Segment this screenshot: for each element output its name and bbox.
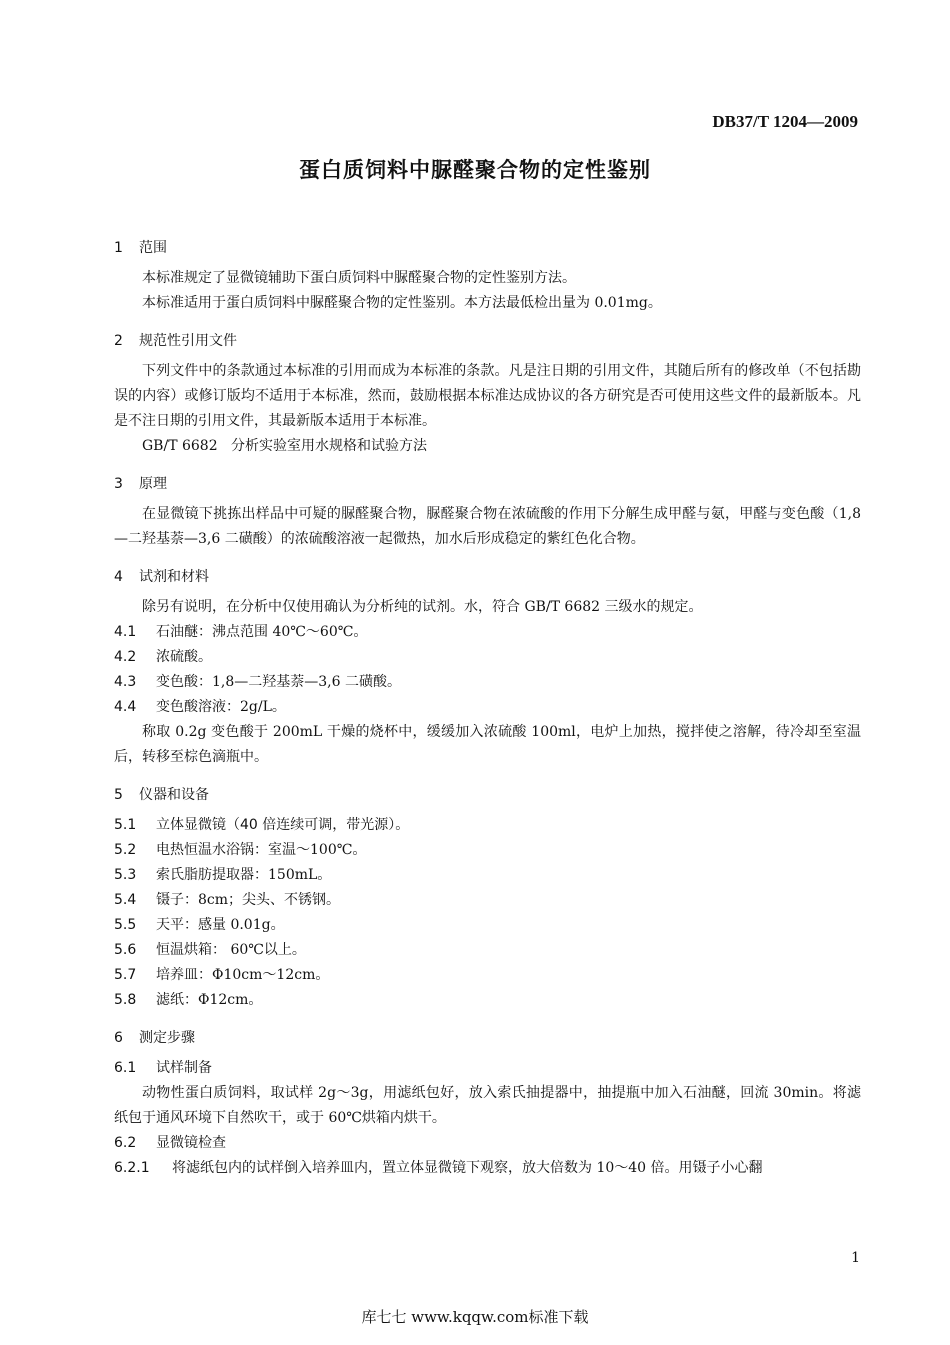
item-number: 6.2 xyxy=(114,1135,137,1151)
item-label: 电热恒温水浴锅： xyxy=(156,842,268,858)
item-number: 5.4 xyxy=(114,892,137,908)
item-label: 索氏脂肪提取器： xyxy=(156,867,268,883)
paragraph: 本标准规定了显微镜辅助下蛋白质饲料中脲醛聚合物的定性鉴别方法。 xyxy=(142,270,576,286)
item-text: 室温～100℃。 xyxy=(268,842,367,858)
footer-watermark: 库七七 www.kqqw.com标准下载 xyxy=(361,1308,589,1326)
item-label: 培养皿： xyxy=(156,967,212,983)
list-item xyxy=(114,813,861,838)
section-4-heading xyxy=(114,565,861,590)
paragraph: 下列文件中的条款通过本标准的引用而成为本标准的条款。凡是注日期的引用文件，其随后所有的修改单（不包括勘误的内容）或修订版均不适用于本标准，然而，鼓励根据本标准达成协议的各方研究是否可使用这些文件的最新版本。凡是不注日期的引用文件，其最新版本适用于本标准。 xyxy=(114,363,861,429)
item-number: 6.1 xyxy=(114,1060,137,1076)
item-text: 1,8—二羟基萘—3,6 二磺酸。 xyxy=(212,674,401,690)
list-item xyxy=(114,645,861,670)
item-number: 5.2 xyxy=(114,842,137,858)
paragraph: 称取 0.2g 变色酸于 200mL 干燥的烧杯中，缓缓加入浓硫酸 100ml，电炉上加热，搅拌使之溶解，待冷却至室温后，转移至棕色滴瓶中。 xyxy=(114,724,861,765)
item-label: 镊子： xyxy=(156,892,198,908)
subsection-heading xyxy=(114,1056,861,1081)
item-number: 5.8 xyxy=(114,992,137,1008)
section-number: 4 xyxy=(114,569,123,585)
section-title: 范围 xyxy=(139,240,167,256)
section-title: 规范性引用文件 xyxy=(139,333,237,349)
item-number: 5.5 xyxy=(114,917,137,933)
item-number: 5.6 xyxy=(114,942,137,958)
item-label: 恒温烘箱： xyxy=(156,942,226,958)
item-number: 4.4 xyxy=(114,699,137,715)
section-number: 5 xyxy=(114,787,123,803)
item-label: 立体显微镜（40 倍连续可调，带光源）。 xyxy=(156,817,410,833)
item-text: 150mL。 xyxy=(268,867,332,883)
item-text: 将滤纸包内的试样倒入培养皿内，置立体显微镜下观察，放大倍数为 10～40 倍。用镊子小心翻 xyxy=(172,1160,763,1176)
normative-reference: GB/T 6682 分析实验室用水规格和试验方法 xyxy=(142,438,427,454)
list-item xyxy=(114,988,861,1013)
item-number: 4.1 xyxy=(114,624,137,640)
list-item xyxy=(114,695,861,720)
item-text: 感量 0.01g。 xyxy=(198,917,285,933)
section-number: 3 xyxy=(114,476,123,492)
section-title: 试剂和材料 xyxy=(139,569,209,585)
item-number: 5.1 xyxy=(114,817,137,833)
item-label: 显微镜检查 xyxy=(156,1135,226,1151)
list-item xyxy=(114,863,861,888)
item-label: 变色酸： xyxy=(156,674,212,690)
subsection-heading xyxy=(114,1131,861,1156)
section-6-heading xyxy=(114,1026,861,1051)
item-label: 石油醚： xyxy=(156,624,212,640)
section-title: 原理 xyxy=(139,476,167,492)
item-text: 沸点范围 40℃～60℃。 xyxy=(212,624,368,640)
item-label: 变色酸溶液： xyxy=(156,699,240,715)
page-number: 1 xyxy=(851,1250,860,1266)
section-2-heading xyxy=(114,329,861,354)
section-number: 6 xyxy=(114,1030,123,1046)
item-text: Φ12cm。 xyxy=(198,992,263,1008)
section-title: 测定步骤 xyxy=(139,1030,195,1046)
section-number: 2 xyxy=(114,333,123,349)
paragraph: 在显微镜下挑拣出样品中可疑的脲醛聚合物，脲醛聚合物在浓硫酸的作用下分解生成甲醛与氨，甲醛与变色酸（1,8—二羟基萘—3,6 二磺酸）的浓硫酸溶液一起微热，加水后形成稳定的紫红色化合物。 xyxy=(114,506,861,547)
section-title: 仪器和设备 xyxy=(139,787,209,803)
list-item xyxy=(114,1156,861,1181)
list-item xyxy=(114,620,861,645)
section-number: 1 xyxy=(114,240,123,256)
item-text: 8cm；尖头、不锈钢。 xyxy=(198,892,341,908)
item-number: 4.3 xyxy=(114,674,137,690)
section-1-heading xyxy=(114,236,861,261)
item-number: 4.2 xyxy=(114,649,137,665)
item-text: 60℃以上。 xyxy=(226,942,306,958)
paragraph: 本标准适用于蛋白质饲料中脲醛聚合物的定性鉴别。本方法最低检出量为 0.01mg。 xyxy=(142,295,662,311)
standard-code: DB37/T 1204—2009 xyxy=(712,112,858,131)
list-item xyxy=(114,963,861,988)
list-item xyxy=(114,838,861,863)
list-item xyxy=(114,888,861,913)
paragraph: 动物性蛋白质饲料，取试样 2g～3g，用滤纸包好，放入索氏抽提器中，抽提瓶中加入石油醚，回流 30min。将滤纸包于通风环境下自然吹干，或于 60℃烘箱内烘干。 xyxy=(114,1085,861,1126)
section-3-heading xyxy=(114,472,861,497)
item-label: 滤纸： xyxy=(156,992,198,1008)
list-item xyxy=(114,670,861,695)
item-text: Φ10cm～12cm。 xyxy=(212,967,330,983)
paragraph: 除另有说明，在分析中仅使用确认为分析纯的试剂。水，符合 GB/T 6682 三级水的规定。 xyxy=(142,599,703,615)
item-label: 天平： xyxy=(156,917,198,933)
item-number: 5.7 xyxy=(114,967,137,983)
item-label: 浓硫酸。 xyxy=(156,649,212,665)
section-5-heading xyxy=(114,783,861,808)
item-number: 6.2.1 xyxy=(114,1160,150,1176)
list-item xyxy=(114,913,861,938)
list-item xyxy=(114,938,861,963)
document-body xyxy=(114,236,861,1181)
item-label: 试样制备 xyxy=(156,1060,212,1076)
document-title: 蛋白质饲料中脲醛聚合物的定性鉴别 xyxy=(299,158,651,182)
item-text: 2g/L。 xyxy=(240,699,286,715)
item-number: 5.3 xyxy=(114,867,137,883)
